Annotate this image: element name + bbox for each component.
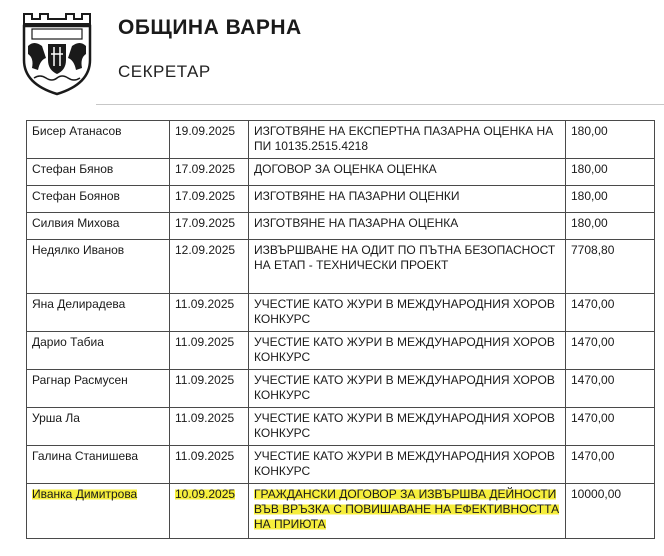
document-header (0, 0, 664, 110)
amount-cell (566, 213, 655, 240)
description-cell (249, 186, 566, 213)
description-cell (249, 294, 566, 332)
amount-cell (566, 484, 655, 539)
date-cell-text: 11.09.2025 (175, 297, 235, 311)
name-cell-text: Силвия Михова (32, 216, 120, 230)
table-row (27, 240, 655, 294)
name-cell-text: Урша Ла (32, 411, 80, 425)
description-cell (249, 332, 566, 370)
table-row (27, 484, 655, 539)
amount-cell (566, 186, 655, 213)
name-cell (27, 186, 170, 213)
amount-cell-text: 180,00 (571, 124, 608, 138)
header-divider (96, 104, 664, 105)
amount-cell (566, 408, 655, 446)
date-cell-text: 10.09.2025 (175, 487, 236, 501)
date-cell (170, 121, 249, 159)
description-cell (249, 213, 566, 240)
amount-cell (566, 370, 655, 408)
date-cell-text: 17.09.2025 (175, 216, 236, 230)
date-cell-text: 19.09.2025 (175, 124, 236, 138)
name-cell-text: Дарио Табиа (32, 335, 104, 349)
date-cell (170, 213, 249, 240)
description-cell-text: ИЗВЪРШВАНЕ НА ОДИТ ПО ПЪТНА БЕЗОПАСНОСТ НА ЕТАП - ТЕХНИЧЕСКИ ПРОЕКТ (254, 243, 556, 272)
amount-cell (566, 332, 655, 370)
date-cell-text: 11.09.2025 (175, 373, 235, 387)
date-cell (170, 370, 249, 408)
amount-cell-text: 1470,00 (571, 373, 615, 387)
name-cell (27, 294, 170, 332)
amount-cell (566, 121, 655, 159)
name-cell (27, 332, 170, 370)
date-cell-text: 12.09.2025 (175, 243, 236, 257)
table-row (27, 332, 655, 370)
table-row (27, 408, 655, 446)
amount-cell-text: 180,00 (571, 216, 608, 230)
department-name: СЕКРЕТАР (118, 62, 211, 81)
amount-cell (566, 159, 655, 186)
amount-cell-text: 1470,00 (571, 297, 615, 311)
name-cell (27, 408, 170, 446)
description-cell-text: УЧЕСТИЕ КАТО ЖУРИ В МЕЖДУНАРОДНИЯ ХОРОВ КОНКУРС (254, 297, 555, 326)
description-cell-text: УЧЕСТИЕ КАТО ЖУРИ В МЕЖДУНАРОДНИЯ ХОРОВ КОНКУРС (254, 335, 555, 364)
table-row (27, 294, 655, 332)
description-cell-text: ИЗГОТВЯНЕ НА ЕКСПЕРТНА ПАЗАРНА ОЦЕНКА НА ПИ 10135.2515.4218 (254, 124, 554, 153)
table-row (27, 186, 655, 213)
date-cell (170, 332, 249, 370)
description-cell-text: УЧЕСТИЕ КАТО ЖУРИ В МЕЖДУНАРОДНИЯ ХОРОВ КОНКУРС (254, 373, 555, 402)
table-row (27, 446, 655, 484)
name-cell (27, 370, 170, 408)
amount-cell-text: 1470,00 (571, 411, 615, 425)
description-cell-text: ИЗГОТВЯНЕ НА ПАЗАРНИ ОЦЕНКИ (254, 189, 460, 203)
date-cell (170, 186, 249, 213)
date-cell (170, 446, 249, 484)
name-cell (27, 121, 170, 159)
date-cell (170, 240, 249, 294)
amount-cell-text: 10000,00 (571, 487, 622, 501)
description-cell (249, 370, 566, 408)
amount-cell-text: 180,00 (571, 162, 608, 176)
name-cell-text: Яна Делирадева (32, 297, 126, 311)
name-cell-text: Стефан Бянов (32, 162, 114, 176)
name-cell (27, 446, 170, 484)
table-row (27, 121, 655, 159)
name-cell-text: Недялко Иванов (32, 243, 125, 257)
description-cell (249, 121, 566, 159)
date-cell-text: 11.09.2025 (175, 449, 235, 463)
organization-name: ОБЩИНА ВАРНА (118, 16, 302, 39)
amount-cell-text: 7708,80 (571, 243, 615, 257)
description-cell (249, 159, 566, 186)
description-cell-text: УЧЕСТИЕ КАТО ЖУРИ В МЕЖДУНАРОДНИЯ ХОРОВ КОНКУРС (254, 449, 555, 478)
date-cell-text: 11.09.2025 (175, 335, 235, 349)
amount-cell (566, 294, 655, 332)
name-cell (27, 159, 170, 186)
description-cell-text: УЧЕСТИЕ КАТО ЖУРИ В МЕЖДУНАРОДНИЯ ХОРОВ КОНКУРС (254, 411, 555, 440)
name-cell-text: Иванка Димитрова (32, 487, 138, 501)
table-row (27, 159, 655, 186)
amount-cell (566, 240, 655, 294)
table-row (27, 370, 655, 408)
description-cell-text: ДОГОВОР ЗА ОЦЕНКА ОЦЕНКА (254, 162, 437, 176)
amount-cell-text: 1470,00 (571, 335, 615, 349)
description-cell-text: ИЗГОТВЯНЕ НА ПАЗАРНА ОЦЕНКА (254, 216, 459, 230)
date-cell (170, 484, 249, 539)
description-cell (249, 446, 566, 484)
name-cell-text: Рагнар Расмусен (32, 373, 128, 387)
date-cell-text: 11.09.2025 (175, 411, 235, 425)
name-cell (27, 484, 170, 539)
description-cell (249, 484, 566, 539)
varna-crest-icon (18, 10, 96, 96)
date-cell (170, 159, 249, 186)
date-cell-text: 17.09.2025 (175, 162, 236, 176)
amount-cell-text: 1470,00 (571, 449, 615, 463)
date-cell (170, 408, 249, 446)
amount-cell-text: 180,00 (571, 189, 608, 203)
amount-cell (566, 446, 655, 484)
name-cell-text: Галина Станишева (32, 449, 139, 463)
name-cell (27, 240, 170, 294)
description-cell-text: ГРАЖДАНСКИ ДОГОВОР ЗА ИЗВЪРШВА ДЕЙНОСТИ ВЪВ ВРЪЗКА С ПОВИШАВАНЕ НА ЕФЕКТИВНОСТТА НА ПРИЮТА (254, 487, 560, 531)
table-row (27, 213, 655, 240)
date-cell (170, 294, 249, 332)
description-cell (249, 408, 566, 446)
date-cell-text: 17.09.2025 (175, 189, 236, 203)
name-cell (27, 213, 170, 240)
name-cell-text: Стефан Боянов (32, 189, 120, 203)
description-cell (249, 240, 566, 294)
name-cell-text: Бисер Атанасов (32, 124, 122, 138)
contracts-table (26, 120, 655, 539)
